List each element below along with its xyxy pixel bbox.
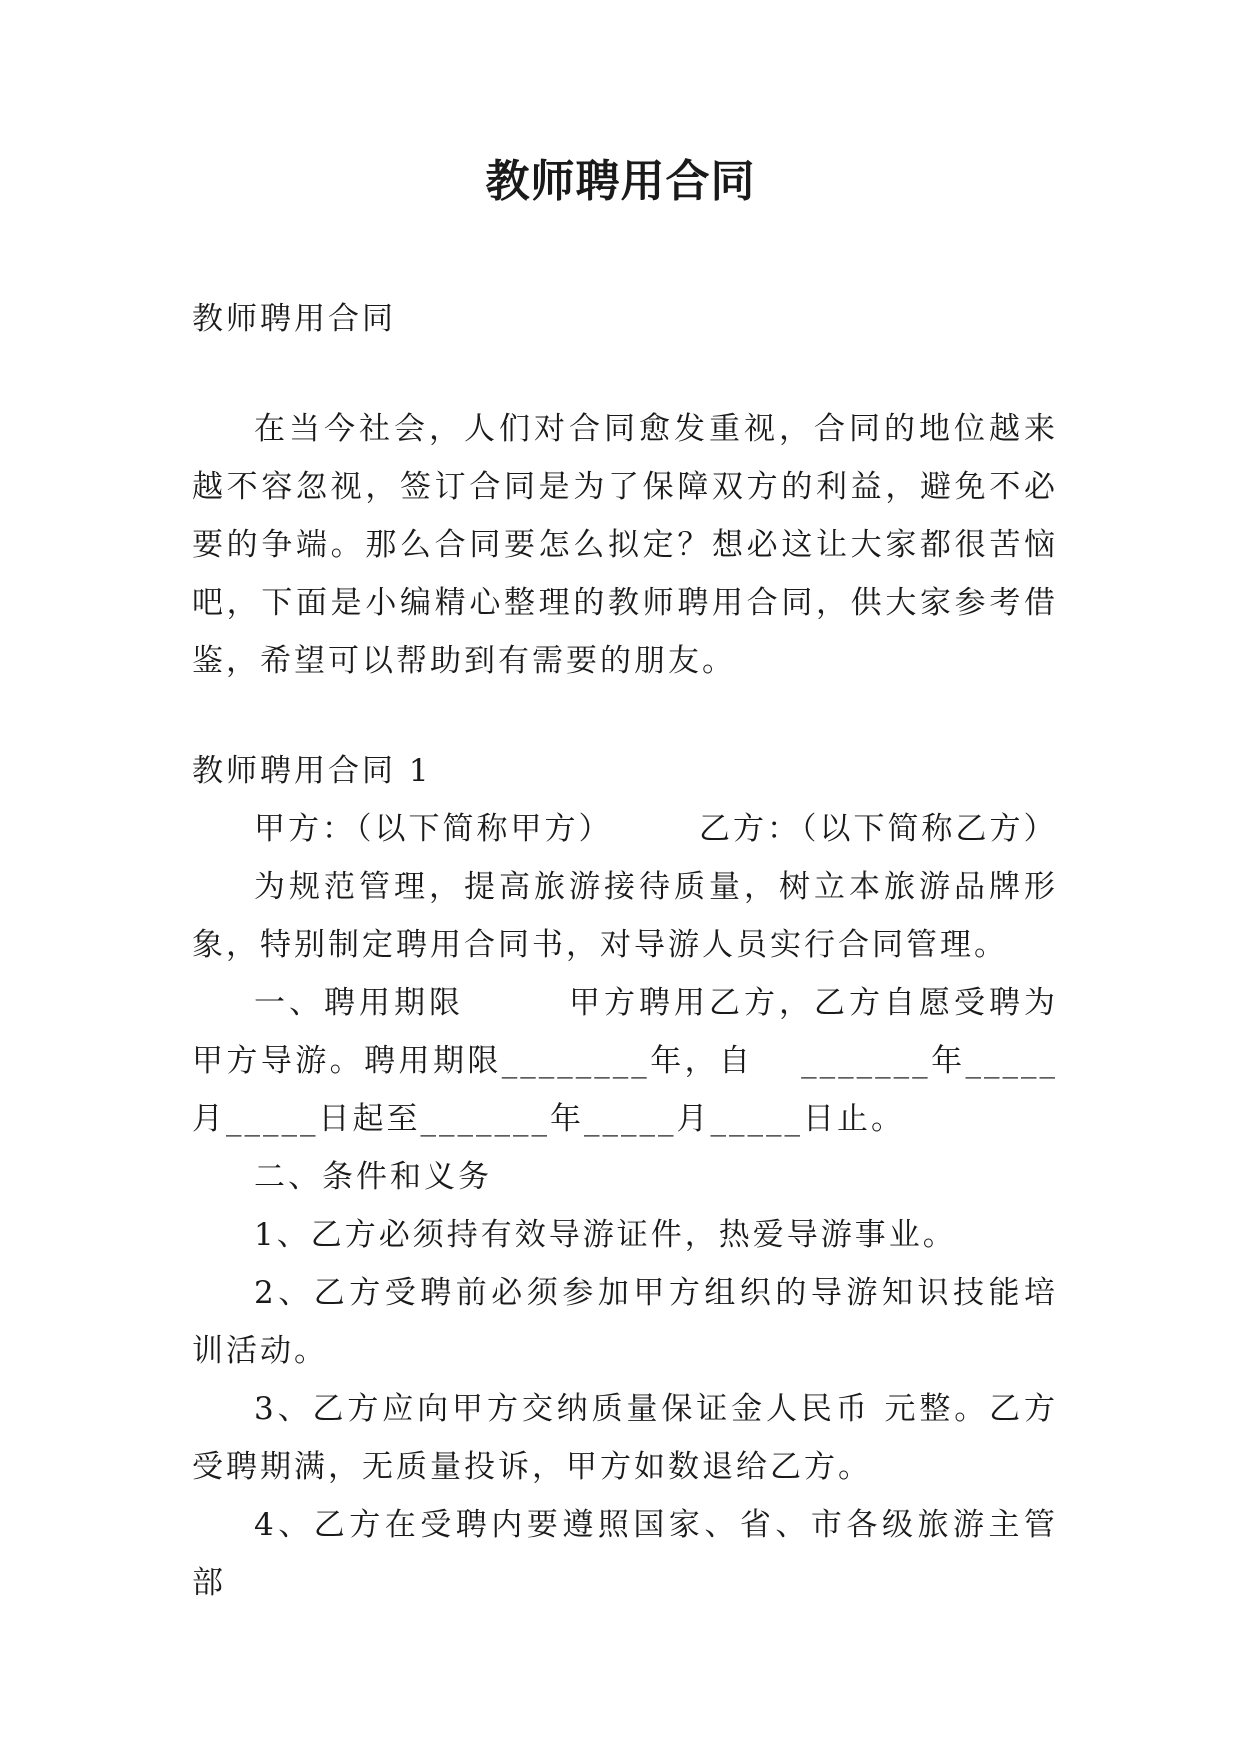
clause-1-paragraph: 一、聘用期限 甲方聘用乙方，乙方自愿受聘为甲方导游。聘用期限________年，自 _______年_____月_____日起至_______年_____月_____日止。 bbox=[192, 985, 1058, 1137]
clause-2-item-4: 4、乙方在受聘内要遵照国家、省、市各级旅游主管部 bbox=[192, 1507, 1058, 1601]
section-title: 教师聘用合同 1 bbox=[192, 753, 432, 789]
purpose-paragraph: 为规范管理，提高旅游接待质量，树立本旅游品牌形象，特别制定聘用合同书，对导游人员实行合同管理。 bbox=[192, 869, 1058, 963]
document-title: 教师聘用合同 bbox=[485, 156, 756, 207]
parties-line: 甲方：（以下简称甲方） 乙方：（以下简称乙方） bbox=[254, 811, 1058, 847]
document-body bbox=[192, 290, 1058, 1612]
clause-2-title: 二、条件和义务 bbox=[254, 1159, 492, 1195]
intro-paragraph: 在当今社会，人们对合同愈发重视，合同的地位越来越不容忽视，签订合同是为了保障双方的利益，避免不必要的争端。那么合同要怎么拟定？想必这让大家都很苦恼吧，下面是小编精心整理的教师聘用合同，供大家参考借鉴，希望可以帮助到有需要的朋友。 bbox=[192, 411, 1058, 679]
clause-2-item-1: 1、乙方必须持有效导游证件，热爱导游事业。 bbox=[254, 1217, 957, 1253]
spacer bbox=[192, 690, 1058, 742]
clause-2-item-3: 3、乙方应向甲方交纳质量保证金人民币 元整。乙方受聘期满，无质量投诉，甲方如数退给乙方。 bbox=[192, 1391, 1058, 1485]
document-subtitle: 教师聘用合同 bbox=[192, 301, 396, 337]
spacer bbox=[192, 348, 1058, 400]
clause-2-item-2: 2、乙方受聘前必须参加甲方组织的导游知识技能培训活动。 bbox=[192, 1275, 1058, 1369]
